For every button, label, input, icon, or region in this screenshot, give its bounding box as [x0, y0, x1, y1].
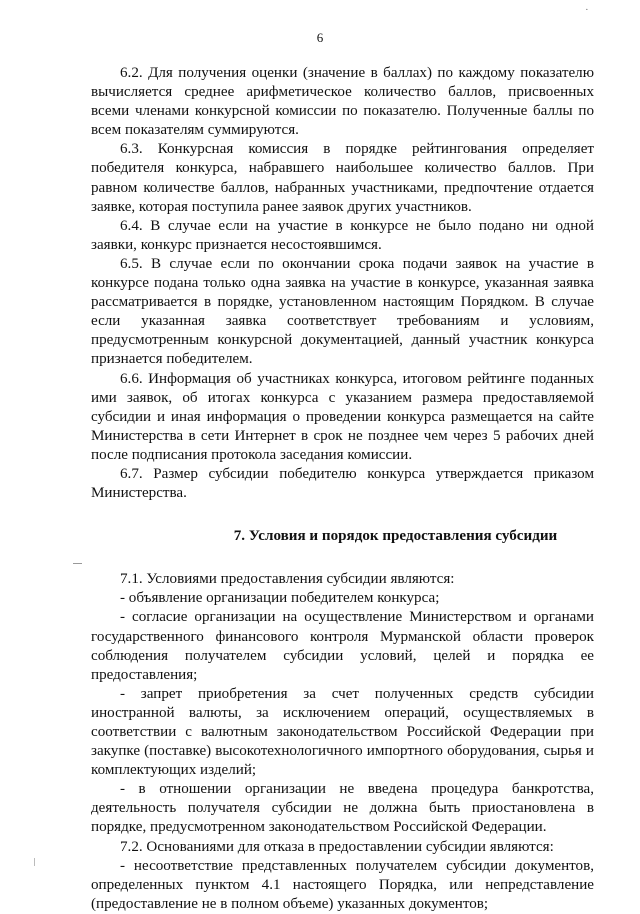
list-item: - в отношении организации не введена процедура банкротства, деятельность получателя субсидии не должна быть приостановлена в порядке, предусмотренном законодательством Российской Федерации. — [91, 781, 594, 836]
list-item: - запрет приобретения за счет полученных средств субсидии иностранной валюты, за исключением операций, осуществляемых в соответствии с валютным законодательством Российской Федерации при закупке (поставке) высокотехнологичного импортного оборудования, сырья и комплектующих изделий; — [91, 685, 594, 779]
paragraph-6-4: 6.4. В случае если на участие в конкурсе не было подано ни одной заявки, конкурс признается несостоявшимся. — [91, 217, 594, 253]
corner-mark: · — [585, 4, 589, 16]
document-body — [91, 64, 594, 914]
paragraph-6-3: 6.3. Конкурсная комиссия в порядке рейтингования определяет победителя конкурса, набравшего наибольшее количество баллов. При равном количестве баллов, набранных участниками, предпочтение отдается заявке, которая поступила ранее заявок других участников. — [91, 141, 594, 215]
paragraph-6-5: 6.5. В случае если по окончании срока подачи заявок на участие в конкурсе подана только одна заявка на участие в конкурсе, указанная заявка рассматривается в порядке, установленном настоящим Порядком. В случае если указанная заявка соответствует требованиям и условиям, предусмотренным конкурсной документацией, данный участник конкурса признается победителем. — [91, 255, 594, 368]
list-item: - объявление организации победителем конкурса; — [120, 590, 440, 607]
section-heading: 7. Условия и порядок предоставления субсидии — [233, 528, 558, 545]
paragraph-7-1: 7.1. Условиями предоставления субсидии являются: — [120, 571, 455, 588]
page-number: 6 — [316, 30, 324, 45]
paragraph-7-2: 7.2. Основаниями для отказа в предоставлении субсидии являются: — [120, 838, 554, 855]
list-item: - несоответствие представленных получателем субсидии документов, определенных пунктом 4.1 настоящего Порядка, или непредставление (предоставление не в полном объеме) указанных документов; — [91, 857, 594, 912]
paragraph-6-2: 6.2. Для получения оценки (значение в баллах) по каждому показателю вычисляется среднее арифметическое количество баллов, присвоенных всеми членами конкурсной комиссии по показателю. Полученные баллы по всем показателям суммируются. — [91, 65, 594, 139]
margin-mark — [73, 563, 82, 564]
paragraph-6-7: 6.7. Размер субсидии победителю конкурса утверждается приказом Министерства. — [91, 465, 594, 502]
list-item: - согласие организации на осуществление Министерством и органами государственного финансового контроля Мурманской области проверок соблюдения получателем субсидии условий, целей и порядка ее предоставления; — [91, 609, 594, 683]
paragraph-6-6: 6.6. Информация об участниках конкурса, итоговом рейтинге поданных ими заявок, об итогах конкурса с указанием размера предоставляемой субсидии и иная информация о проведении конкурса размещается на сайте Министерства в сети Интернет в срок не позднее чем через 5 рабочих дней после подписания протокола заседания комиссии. — [91, 370, 594, 463]
margin-mark — [34, 858, 35, 866]
